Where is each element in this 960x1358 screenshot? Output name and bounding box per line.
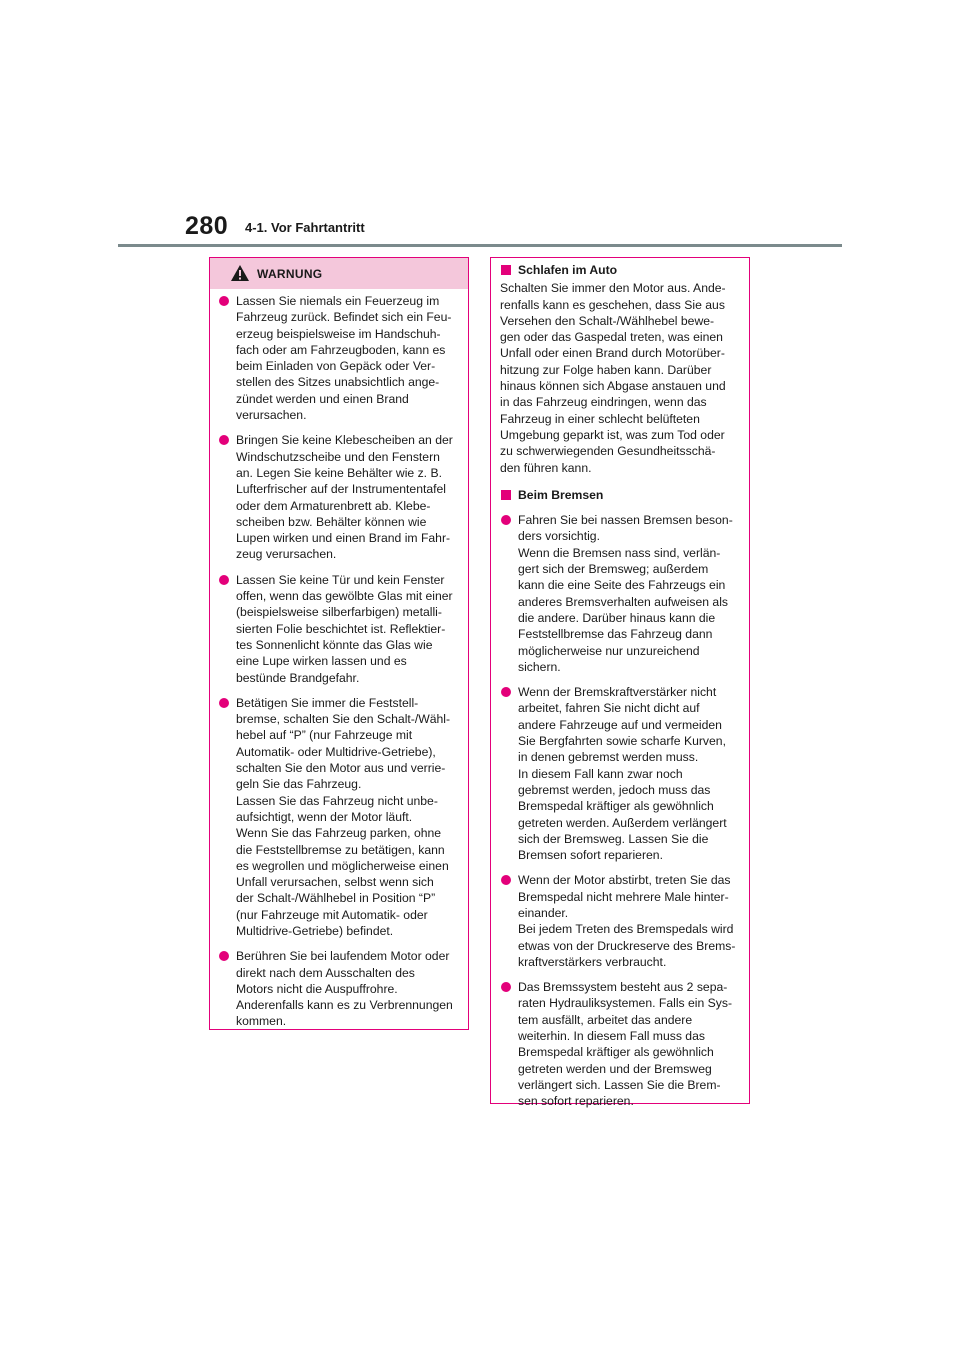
- braking-item: [500, 684, 741, 863]
- braking-item: [500, 512, 741, 675]
- bullet-dot-icon: [219, 435, 229, 445]
- braking-item-text: Das Bremssystem besteht aus 2 sepa- raten Hydrauliksystemen. Falls ein Sys- tem ausfällt, arbeitet das andere weiterhin. In diesem Fall muss das Bremspedal kräftiger als gewöhnlich getreten werden und der Bremsweg verlängert sich. Lassen Sie die Brem- sen sofort reparieren.: [518, 980, 733, 1109]
- braking-item-text: Wenn der Bremskraftverstärker nicht arbeitet, fahren Sie nicht dicht auf andere Fahrzeuge auf und vermeiden Sie Bergfahrten sowie scharfe Kurven, in denen gebremst werden muss. In diesem Fall kann zwar noch gebremst werden, jedoch muss das Bremspedal kräftiger als gewöhnlich getreten werden. Außerdem verlängert sich der Bremsweg. Lassen Sie die Bremsen sofort reparieren.: [518, 685, 727, 863]
- bullet-dot-icon: [501, 687, 511, 697]
- warning-item-text: Bringen Sie keine Klebescheiben an der Windschutzscheibe und den Fenstern an. Legen Sie keine Behälter wie z. B. Lufterfrischer auf der Instrumententafel oder dem Armaturenbrett ab. Klebe- scheiben bzw. Behälter können wie Lupen wirken und einen Brand im Fahr- zeug verursachen.: [236, 433, 453, 562]
- info-box: [490, 257, 750, 1109]
- braking-heading-text: Beim Bremsen: [518, 487, 604, 502]
- warning-label: WARNUNG: [257, 267, 323, 281]
- warning-item-text: Lassen Sie niemals ein Feuerzeug im Fahrzeug zurück. Befindet sich ein Feu- erzeug beispielsweise im Handschuh- fach oder am Fahrzeugboden, kann es beim Einladen von Gepäck oder Ver- stellen des Sitzes unabsichtlich ange- zündet werden und einen Brand verursachen.: [236, 294, 452, 423]
- bullet-dot-icon: [501, 515, 511, 525]
- bullet-dot-icon: [501, 875, 511, 885]
- warning-item-text: Lassen Sie keine Tür und kein Fenster offen, wenn das gewölbte Glas mit einer (beispielsweise silberfarbigen) metalli- sierten Folie beschichtet ist. Reflektier- tes Sonnenlicht könnte das Glas wie eine Lupe wirken lassen und es bestünde Brandgefahr.: [236, 572, 453, 685]
- square-bullet-icon: [501, 265, 511, 275]
- bullet-dot-icon: [219, 951, 229, 961]
- warning-header: [210, 258, 468, 289]
- warning-box: [209, 257, 469, 1030]
- braking-item: [500, 979, 741, 1109]
- braking-item: [500, 872, 741, 970]
- sleeping-heading-text: Schlafen im Auto: [518, 263, 618, 277]
- sleeping-text: Schalten Sie immer den Motor aus. Ande- renfalls kann es geschehen, dass Sie aus Versehen den Schalt-/Wählhebel bewe- gen oder das Gaspedal treten, was einen Unfall oder einen Brand durch Motorüber- hitzung zur Folge haben kann. Darüber hinaus können sich Abgase anstauen und in das Fahrzeug eindringen, wenn das Fahrzeug in einer schlecht belüfteten Umgebung geparkt ist, was zum Tod oder zu schwerwiegenden Gesundheitsschä- den führen kann.: [500, 281, 726, 475]
- braking-item-text: Wenn der Motor abstirbt, treten Sie das Bremspedal nicht mehrere Male hinter- einander. Bei jedem Treten des Bremspedals wird etwas von der Druckreserve des Brems- kraftverstärkers verbraucht.: [518, 873, 736, 969]
- warning-item: [218, 293, 460, 423]
- bullet-dot-icon: [219, 296, 229, 306]
- warning-item: [218, 695, 460, 939]
- bullet-dot-icon: [219, 575, 229, 585]
- section-title: 4-1. Vor Fahrtantritt: [245, 220, 365, 235]
- sleeping-heading: [500, 262, 741, 278]
- page-number: 280: [185, 212, 229, 240]
- header-divider: [118, 244, 842, 247]
- bullet-dot-icon: [501, 982, 511, 992]
- braking-heading: [500, 487, 741, 503]
- square-bullet-icon: [501, 490, 511, 500]
- warning-item: [218, 432, 460, 562]
- warning-item-text: Betätigen Sie immer die Feststell- bremse, schalten Sie den Schalt-/Wähl- hebel auf “P” (nur Fahrzeuge mit Automatik- oder Multidrive-Getriebe), schalten Sie den Motor aus und verrie- geln Sie das Fahrzeug. Lassen Sie das Fahrzeug nicht unbe- aufsichtigt, wenn der Motor läuft. Wenn Sie das Fahrzeug parken, ohne die Feststellbremse zu betätigen, kann es wegrollen und möglicherweise einen Unfall verursachen, selbst wenn sich der Schalt-/Wählhebel in Position “P” (nur Fahrzeuge mit Automatik- oder Multidrive-Getriebe) befindet.: [236, 695, 451, 938]
- bullet-dot-icon: [219, 698, 229, 708]
- warning-item-text: Berühren Sie bei laufendem Motor oder direkt nach dem Ausschalten des Motors nicht die Auspuffrohre. Anderenfalls kann es zu Verbrennungen kommen.: [236, 949, 453, 1029]
- warning-triangle-icon: [230, 264, 250, 282]
- warning-item: [218, 948, 460, 1029]
- warning-item: [218, 572, 460, 686]
- braking-item-text: Fahren Sie bei nassen Bremsen beson- ders vorsichtig. Wenn die Bremsen nass sind, verlän- gert sich der Bremsweg; außerdem kann die eine Seite des Fahrzeugs ein anderes Bremsverhalten aufweisen als die andere. Darüber hinaus kann die Feststellbremse das Fahrzeug dann möglicherweise nur unzureichend sichern.: [518, 513, 733, 674]
